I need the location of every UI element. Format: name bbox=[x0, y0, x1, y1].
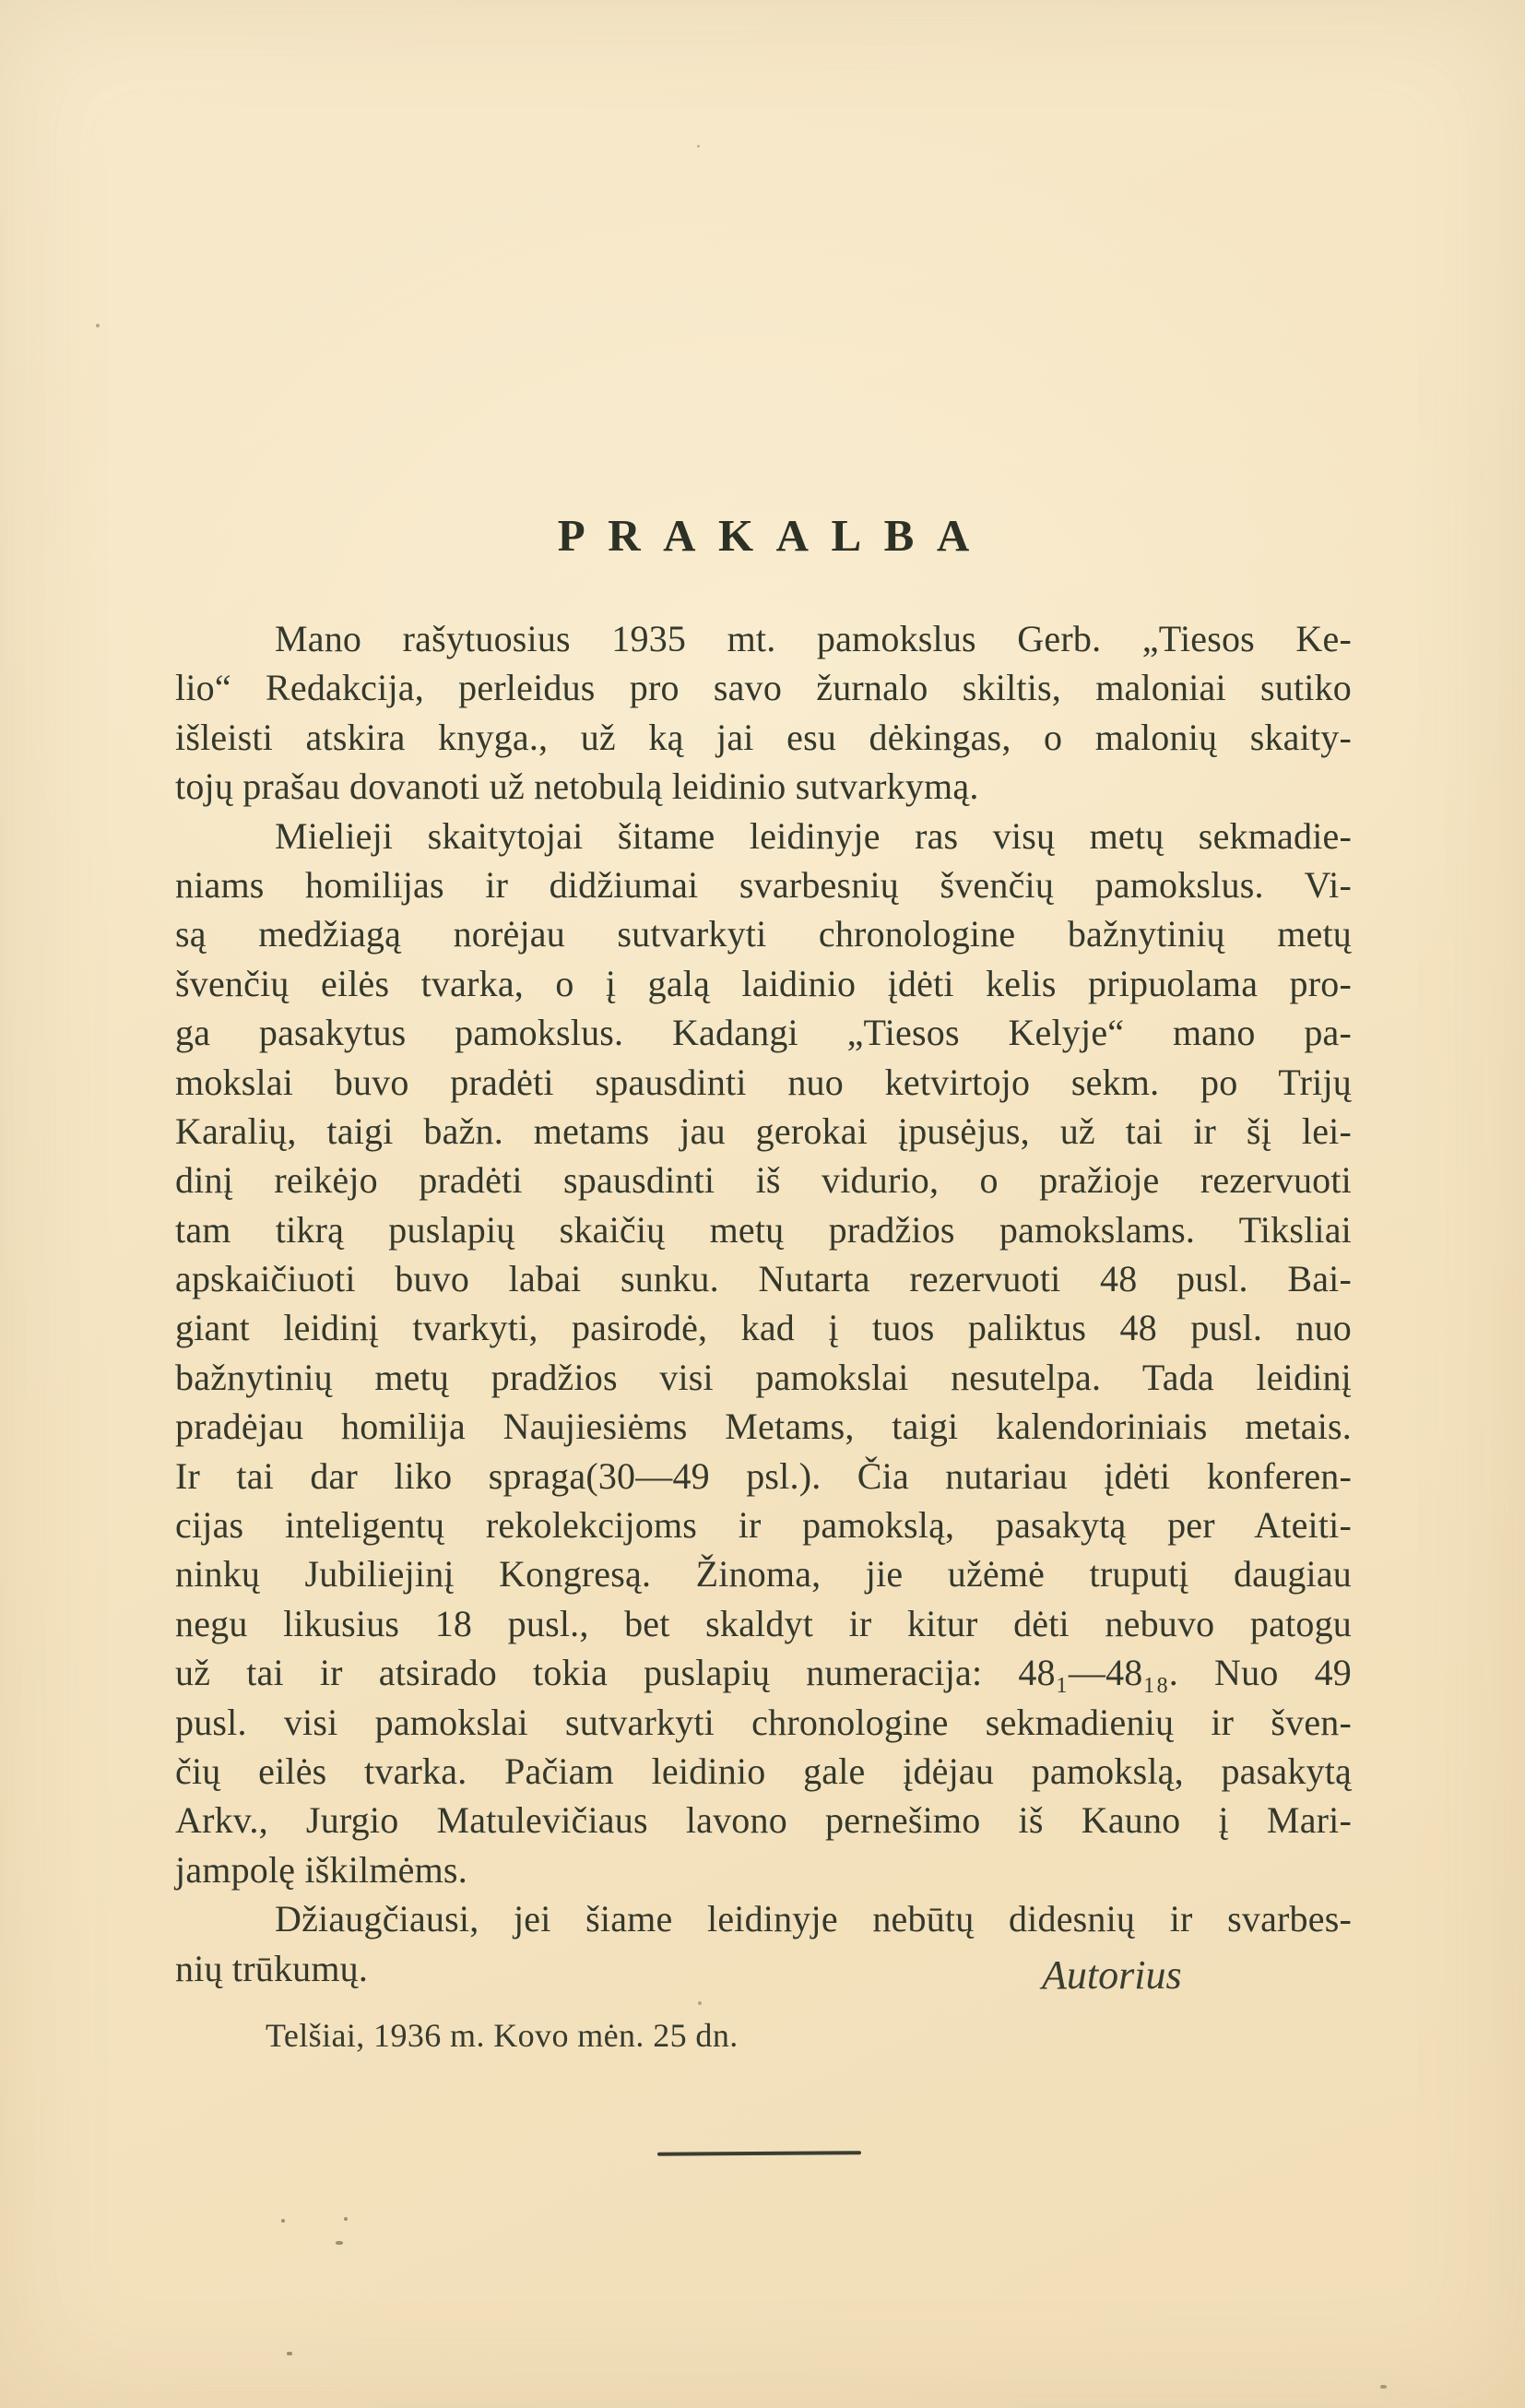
author-signature: Autorius bbox=[1042, 1952, 1182, 1998]
ink-speck bbox=[287, 2352, 292, 2355]
text-line: Arkv., Jurgio Matulevičiaus lavono pernešimo iš Kauno į Mari- bbox=[175, 1799, 1352, 1842]
text-line: čių eilės tvarka. Pačiam leidinio gale įdėjau pamokslą, pasakytą bbox=[175, 1750, 1352, 1792]
dateline: Telšiai, 1936 m. Kovo mėn. 25 dn. bbox=[266, 2017, 739, 2054]
ink-speck bbox=[336, 2241, 343, 2245]
page-title: PRAKALBA bbox=[557, 510, 992, 561]
ink-speck bbox=[697, 145, 700, 148]
text-line: pusl. visi pamokslai sutvarkyti chronologine sekmadienių ir šven- bbox=[175, 1701, 1352, 1743]
text-line: giant leidinį tvarkyti, pasirodė, kad į tuos paliktus 48 pusl. nuo bbox=[175, 1307, 1352, 1349]
text-line: ga pasakytus pamokslus. Kadangi „Tiesos Kelyje“ mano pa- bbox=[175, 1012, 1352, 1054]
text-line: nių trūkumų. bbox=[175, 1947, 369, 1989]
section-divider bbox=[657, 2151, 861, 2156]
text-line: niams homilijas ir didžiumai svarbesnių švenčių pamokslus. Vi- bbox=[175, 863, 1352, 906]
text-line: negu likusius 18 pusl., bet skaldyt ir kitur dėti nebuvo patogu bbox=[175, 1602, 1352, 1644]
ink-speck bbox=[1380, 2385, 1387, 2389]
ink-speck bbox=[96, 324, 100, 327]
text-line: Ir tai dar liko spraga(30—49 psl.). Čia nutariau įdėti konferen- bbox=[175, 1454, 1352, 1497]
text-line: išleisti atskira knyga., už ką jai esu dėkingas, o malonių skaity- bbox=[175, 716, 1352, 758]
text-line: Mano rašytuosius 1935 mt. pamokslus Gerb. „Tiesos Ke- bbox=[275, 618, 1352, 659]
text-line: apskaičiuoti buvo labai sunku. Nutarta rezervuoti 48 pusl. Bai- bbox=[175, 1258, 1352, 1300]
ink-speck bbox=[698, 2001, 702, 2005]
text-line: lio“ Redakcija, perleidus pro savo žurnalo skiltis, maloniai sutiko bbox=[175, 667, 1352, 709]
body-text bbox=[175, 614, 1352, 1993]
text-line: tam tikrą puslapių skaičių metų pradžios pamokslams. Tiksliai bbox=[175, 1208, 1352, 1251]
text-line: mokslai buvo pradėti spausdinti nuo ketvirtojo sekm. po Trijų bbox=[175, 1061, 1352, 1103]
text-line: cijas inteligentų rekolekcijoms ir pamokslą, pasakytą per Ateiti- bbox=[175, 1504, 1352, 1547]
text-line: Mielieji skaitytojai šitame leidinyje ras visų metų sekmadie- bbox=[275, 814, 1352, 857]
text-line: bažnytinių metų pradžios visi pamokslai nesutelpa. Tada leidinį bbox=[175, 1356, 1352, 1398]
text-line: tojų prašau dovanoti už netobulą leidinio sutvarkymą. bbox=[175, 765, 979, 808]
text-line: pradėjau homilija Naujiesiėms Metams, taigi kalendoriniais metais. bbox=[175, 1406, 1352, 1448]
text-line: Džiaugčiausi, jei šiame leidinyje nebūtų didesnių ir svarbes- bbox=[275, 1898, 1352, 1940]
text-line: są medžiagą norėjau sutvarkyti chronologine bažnytinių metų bbox=[175, 913, 1352, 955]
ink-speck bbox=[344, 2217, 348, 2221]
text-line: jampolę iškilmėms. bbox=[175, 1848, 467, 1891]
ink-speck bbox=[281, 2219, 285, 2223]
text-line: už tai ir atsirado tokia puslapių numeracija: 48₁—48₁₈. Nuo 49 bbox=[175, 1652, 1352, 1694]
text-line: dinį reikėjo pradėti spausdinti iš vidurio, o pražioje rezervuoti bbox=[175, 1159, 1352, 1202]
text-line: Karalių, taigi bažn. metams jau gerokai įpusėjus, už tai ir šį lei- bbox=[175, 1109, 1352, 1152]
text-line: ninkų Jubiliejinį Kongresą. Žinoma, jie užėmė truputį daugiau bbox=[175, 1553, 1352, 1595]
text-line: švenčių eilės tvarka, o į galą laidinio įdėti kelis pripuolama pro- bbox=[175, 962, 1352, 1004]
